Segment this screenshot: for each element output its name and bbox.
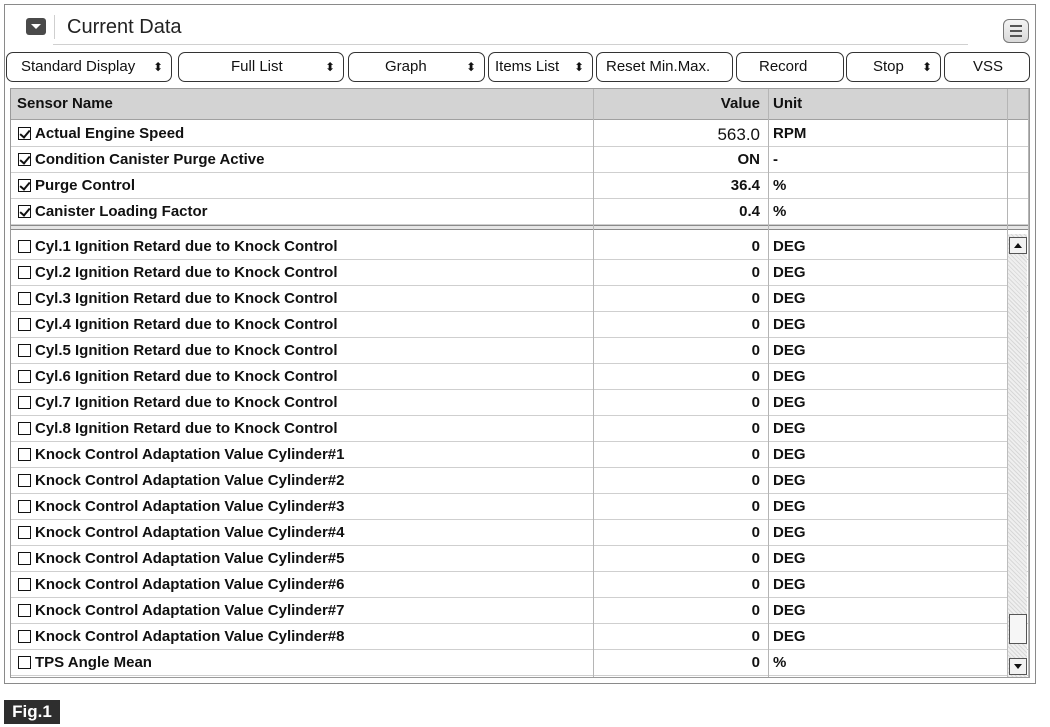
toolbar-button-label: Full List: [231, 58, 283, 75]
sensor-value: 0: [751, 654, 760, 671]
scroll-down-icon[interactable]: [1009, 658, 1027, 675]
checkbox[interactable]: [18, 344, 31, 357]
sensor-name: TPS Angle Mean: [35, 654, 152, 671]
toolbar-button-2[interactable]: [348, 52, 485, 82]
sensor-unit: %: [773, 654, 787, 671]
sensor-value: 0: [751, 602, 760, 619]
table-row[interactable]: [11, 121, 1029, 147]
sensor-value: 0: [751, 342, 760, 359]
figure-label: Fig.1: [4, 700, 60, 724]
sensor-name: Cyl.8 Ignition Retard due to Knock Control: [35, 420, 338, 437]
sensor-value: 0: [751, 498, 760, 515]
toolbar: [6, 52, 1031, 84]
sensor-value: ON: [737, 151, 760, 168]
scroll-thumb[interactable]: [1009, 614, 1027, 644]
sensor-unit: RPM: [773, 125, 807, 142]
table-row[interactable]: [11, 312, 1029, 338]
table-header: [11, 89, 1029, 120]
table-row[interactable]: [11, 338, 1029, 364]
sensor-name: Condition Canister Purge Active: [35, 151, 265, 168]
sensor-name: Knock Control Adaptation Value Cylinder#3: [35, 498, 345, 515]
updown-arrow-icon: ⬍: [465, 60, 476, 74]
sensor-value: 0: [751, 420, 760, 437]
checkbox[interactable]: [18, 604, 31, 617]
sensor-name: Knock Control Adaptation Value Cylinder#4: [35, 524, 345, 541]
checkbox-checked[interactable]: [18, 127, 31, 140]
toolbar-button-label: Graph: [385, 58, 427, 75]
table-row[interactable]: [11, 468, 1029, 494]
sensor-name: Knock Control Adaptation Value Cylinder#7: [35, 602, 345, 619]
sensor-value: 0: [751, 316, 760, 333]
chevron-down-icon[interactable]: [26, 18, 46, 35]
title-bar: [5, 5, 1035, 45]
vertical-scrollbar[interactable]: [1007, 234, 1027, 677]
column-divider: [1007, 89, 1008, 234]
toolbar-button-label: VSS: [973, 58, 1004, 75]
table-row[interactable]: [11, 147, 1029, 173]
sensor-unit: DEG: [773, 472, 806, 489]
sensor-value: 0: [751, 446, 760, 463]
list-icon[interactable]: [1003, 19, 1029, 43]
checkbox[interactable]: [18, 396, 31, 409]
checkbox-checked[interactable]: [18, 153, 31, 166]
checkbox[interactable]: [18, 448, 31, 461]
sensor-unit: DEG: [773, 420, 806, 437]
checkbox[interactable]: [18, 266, 31, 279]
table-row[interactable]: [11, 416, 1029, 442]
toolbar-button-label: Record: [759, 58, 808, 75]
checkbox[interactable]: [18, 526, 31, 539]
sensor-value: 0: [751, 394, 760, 411]
sensor-unit: %: [773, 177, 787, 194]
sensor-value: 0: [751, 264, 760, 281]
sensor-value: 0: [751, 238, 760, 255]
sensor-name: Cyl.2 Ignition Retard due to Knock Control: [35, 264, 338, 281]
sensor-name: Cyl.1 Ignition Retard due to Knock Control: [35, 238, 338, 255]
updown-arrow-icon: ⬍: [152, 60, 163, 74]
toolbar-button-label: Stop: [873, 58, 904, 75]
table-row[interactable]: [11, 650, 1029, 676]
toolbar-button-7[interactable]: [944, 52, 1030, 82]
checkbox[interactable]: [18, 552, 31, 565]
sensor-name: Knock Control Adaptation Value Cylinder#6: [35, 576, 345, 593]
sensor-table: [10, 88, 1030, 678]
sensor-name: Cyl.5 Ignition Retard due to Knock Control: [35, 342, 338, 359]
sensor-unit: DEG: [773, 550, 806, 567]
updown-arrow-icon: ⬍: [573, 60, 584, 74]
toolbar-button-label: Standard Display: [21, 58, 136, 75]
checkbox[interactable]: [18, 422, 31, 435]
column-header-value[interactable]: Value: [720, 95, 760, 112]
updown-arrow-icon: ⬍: [324, 60, 335, 74]
checkbox[interactable]: [18, 318, 31, 331]
table-row[interactable]: [11, 598, 1029, 624]
sensor-unit: DEG: [773, 238, 806, 255]
checkbox[interactable]: [18, 500, 31, 513]
sensor-value: 36.4: [730, 177, 760, 194]
sensor-unit: DEG: [773, 316, 806, 333]
sensor-name: Cyl.7 Ignition Retard due to Knock Control: [35, 394, 338, 411]
sensor-value: 0: [751, 368, 760, 385]
checkbox-checked[interactable]: [18, 179, 31, 192]
table-row[interactable]: [11, 520, 1029, 546]
table-row[interactable]: [11, 546, 1029, 572]
sensor-name: Cyl.4 Ignition Retard due to Knock Control: [35, 316, 338, 333]
sensor-value: 0: [751, 550, 760, 567]
sensor-name: Purge Control: [35, 177, 135, 194]
sensor-name: Knock Control Adaptation Value Cylinder#2: [35, 472, 345, 489]
column-header-unit[interactable]: Unit: [773, 95, 803, 112]
checkbox[interactable]: [18, 578, 31, 591]
toolbar-button-5[interactable]: [736, 52, 844, 82]
sensor-unit: DEG: [773, 446, 806, 463]
title-divider: [54, 15, 55, 39]
sensor-value: 0: [751, 524, 760, 541]
sensor-value: 0.4: [739, 203, 760, 220]
column-divider: [593, 89, 594, 678]
toolbar-button-3[interactable]: [488, 52, 593, 82]
checkbox[interactable]: [18, 292, 31, 305]
table-row[interactable]: [11, 494, 1029, 520]
toolbar-button-label: Reset Min.Max.: [606, 58, 711, 75]
checkbox[interactable]: [18, 656, 31, 669]
table-row[interactable]: [11, 173, 1029, 199]
sensor-unit: DEG: [773, 290, 806, 307]
sensor-value: 0: [751, 290, 760, 307]
column-divider: [1028, 89, 1029, 678]
sensor-name: Cyl.3 Ignition Retard due to Knock Control: [35, 290, 338, 307]
toolbar-button-label: Items List: [495, 58, 560, 75]
sensor-value: 0: [751, 628, 760, 645]
checkbox[interactable]: [18, 370, 31, 383]
checkbox[interactable]: [18, 474, 31, 487]
scroll-up-icon[interactable]: [1009, 237, 1027, 254]
toolbar-button-4[interactable]: [596, 52, 733, 82]
sensor-name: Knock Control Adaptation Value Cylinder#1: [35, 446, 345, 463]
title-underline: [53, 44, 968, 45]
window-title: Current Data: [67, 16, 182, 38]
column-divider: [768, 89, 769, 678]
sensor-value: 0: [751, 576, 760, 593]
checkbox[interactable]: [18, 630, 31, 643]
toolbar-button-0[interactable]: [6, 52, 172, 82]
sensor-unit: DEG: [773, 342, 806, 359]
sensor-unit: DEG: [773, 602, 806, 619]
table-row[interactable]: [11, 286, 1029, 312]
table-row[interactable]: [11, 234, 1029, 260]
sensor-name: Cyl.6 Ignition Retard due to Knock Control: [35, 368, 338, 385]
sensor-unit: %: [773, 203, 787, 220]
table-row[interactable]: [11, 572, 1029, 598]
table-row[interactable]: [11, 199, 1029, 225]
sensor-unit: DEG: [773, 368, 806, 385]
sensor-unit: DEG: [773, 628, 806, 645]
table-row[interactable]: [11, 624, 1029, 650]
checkbox-checked[interactable]: [18, 205, 31, 218]
sensor-value: 563.0: [717, 125, 760, 144]
sensor-unit: DEG: [773, 264, 806, 281]
sensor-value: 0: [751, 472, 760, 489]
column-header-sensor-name[interactable]: Sensor Name: [17, 95, 113, 112]
sensor-unit: DEG: [773, 576, 806, 593]
sensor-name: Actual Engine Speed: [35, 125, 185, 142]
toolbar-button-1[interactable]: [178, 52, 344, 82]
sensor-name: Knock Control Adaptation Value Cylinder#8: [35, 628, 345, 645]
table-row[interactable]: [11, 390, 1029, 416]
toolbar-button-6[interactable]: [846, 52, 941, 82]
sensor-name: Canister Loading Factor: [35, 203, 208, 220]
pane-splitter[interactable]: [11, 225, 1029, 230]
sensor-name: Knock Control Adaptation Value Cylinder#5: [35, 550, 345, 567]
sensor-unit: DEG: [773, 524, 806, 541]
sensor-unit: DEG: [773, 394, 806, 411]
checkbox[interactable]: [18, 240, 31, 253]
sensor-unit: -: [773, 151, 778, 168]
sensor-unit: DEG: [773, 498, 806, 515]
table-row[interactable]: [11, 260, 1029, 286]
table-row[interactable]: [11, 442, 1029, 468]
table-row[interactable]: [11, 364, 1029, 390]
updown-arrow-icon: ⬍: [921, 60, 932, 74]
